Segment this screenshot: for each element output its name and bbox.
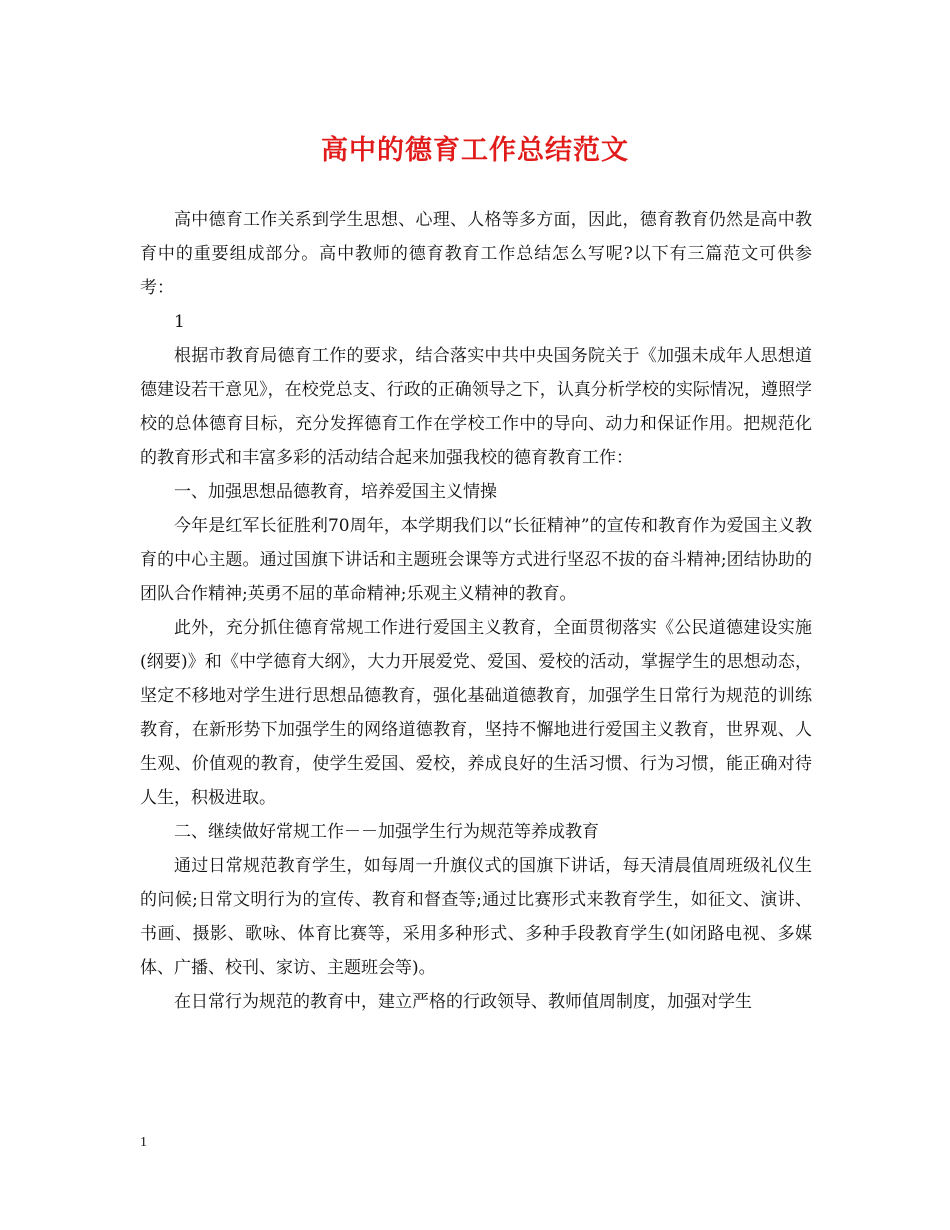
document-body <box>140 203 812 1019</box>
document-title: 高中的德育工作总结范文 <box>321 135 629 166</box>
paragraph-daily-norms: 通过日常规范教育学生，如每周一升旗仪式的国旗下讲话，每天清晨值周班级礼仪生的问候;日常文明行为的宣传、教育和督查等;通过比赛形式来教育学生，如征文、演讲、书画、摄影、歌咏、体育比赛等，采用多种形式、多种手段教育学生(如闭路电视、多媒体、广播、校刊、家访、主题班会等)。 <box>140 856 812 978</box>
paragraph-long-march: 今年是红军长征胜利70周年，本学期我们以“长征精神”的宣传和教育作为爱国主义教育的中心主题。通过国旗下讲话和主题班会课等方式进行坚忍不拔的奋斗精神;团结协助的团队合作精神;英勇不屈的革命精神;乐观主义精神的教育。 <box>140 516 812 604</box>
heading-section-two: 二、继续做好常规工作－－加强学生行为规范等养成教育 <box>174 822 599 842</box>
paragraph-section-number: 1 <box>174 312 185 332</box>
page-number: 1 <box>140 1135 147 1150</box>
paragraph-patriotism: 此外，充分抓住德育常规工作进行爱国主义教育，全面贯彻落实《公民道德建设实施(纲要)》和《中学德育大纲》，大力开展爱党、爱国、爱校的活动，掌握学生的思想动态，坚定不移地对学生进行思想品德教育，强化基础道德教育，加强学生日常行为规范的训练教育，在新形势下加强学生的网络道德教育，坚持不懈地进行爱国主义教育，世界观、人生观、价值观的教育，使学生爱国、爱校，养成良好的生活习惯、行为习惯，能正确对待人生，积极进取。 <box>140 618 812 808</box>
heading-section-one: 一、加强思想品德教育，培养爱国主义情操 <box>174 482 497 502</box>
paragraph-duty-system: 在日常行为规范的教育中，建立严格的行政领导、教师值周制度，加强对学生 <box>174 992 752 1012</box>
paragraph-intro: 高中德育工作关系到学生思想、心理、人格等多方面，因此，德育教育仍然是高中教育中的重要组成部分。高中教师的德育教育工作总结怎么写呢?以下有三篇范文可供参考： <box>140 210 812 298</box>
paragraph-overview: 根据市教育局德育工作的要求，结合落实中共中央国务院关于《加强未成年人思想道德建设若干意见》，在校党总支、行政的正确领导之下，认真分析学校的实际情况，遵照学校的总体德育目标，充分发挥德育工作在学校工作中的导向、动力和保证作用。把规范化的教育形式和丰富多彩的活动结合起来加强我校的德育教育工作： <box>140 346 812 468</box>
